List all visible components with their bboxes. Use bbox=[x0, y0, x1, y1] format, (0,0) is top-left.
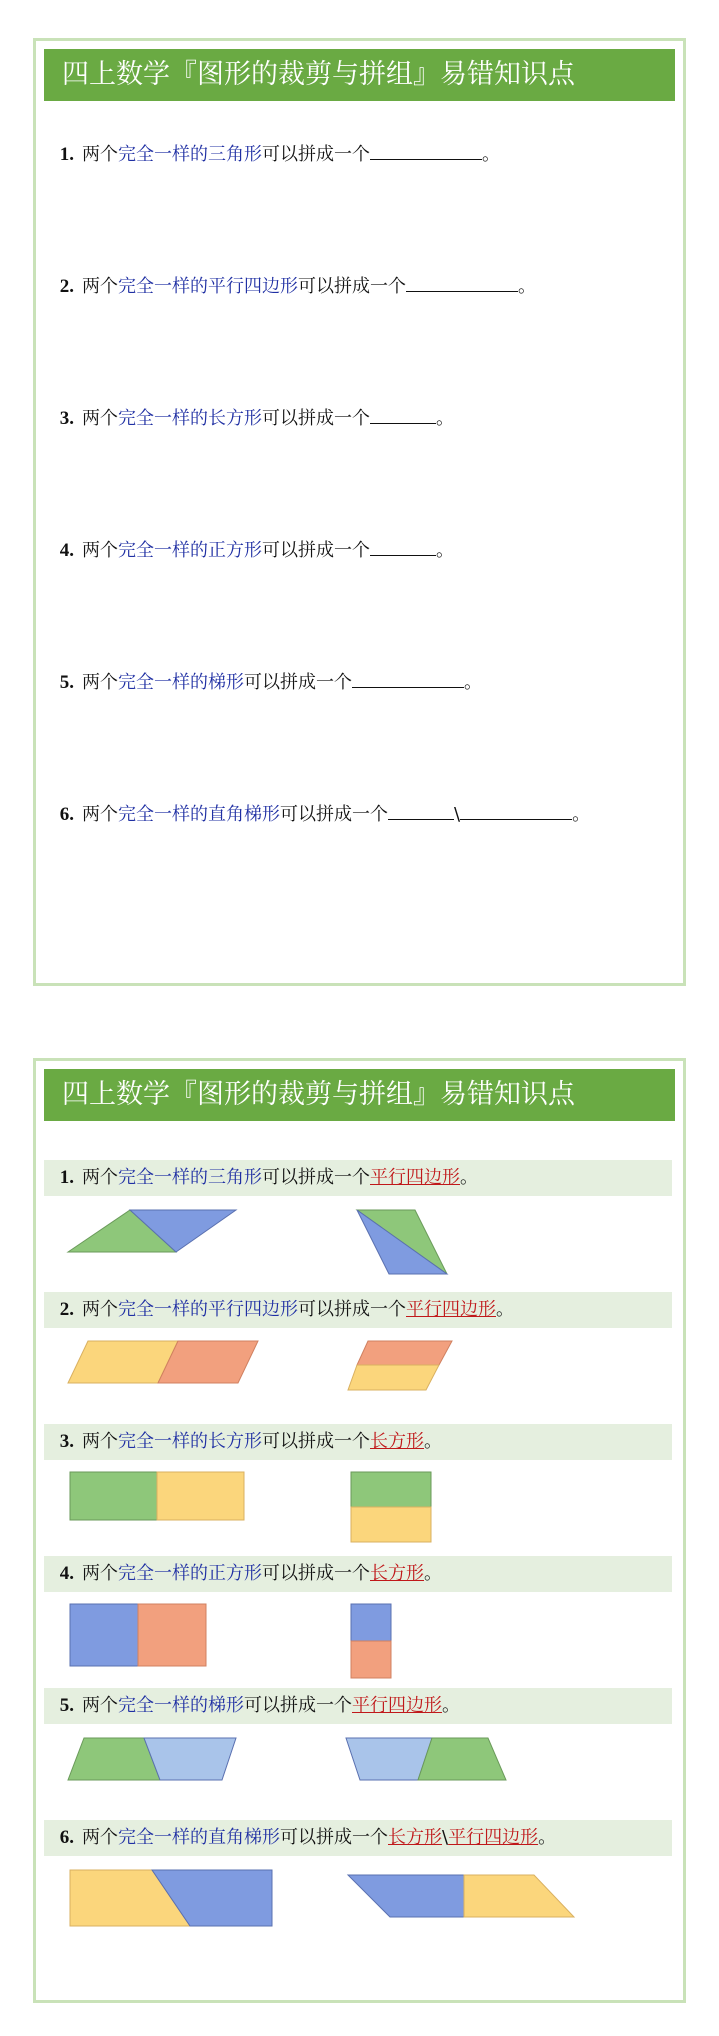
question-6: 6. 两个完全一样的直角梯形可以拼成一个 \ 。 bbox=[44, 797, 672, 833]
question-3: 3. 两个完全一样的长方形可以拼成一个 。 bbox=[44, 401, 672, 437]
answer-row-4: 4. 两个完全一样的正方形可以拼成一个长方形。 bbox=[44, 1556, 672, 1592]
answer-row-3: 3. 两个完全一样的长方形可以拼成一个长方形。 bbox=[44, 1424, 672, 1460]
answer-blank[interactable] bbox=[352, 669, 464, 688]
right-trapezoids-figure-b bbox=[346, 1871, 582, 1923]
trapezoids-figure-a bbox=[66, 1734, 238, 1784]
answer-blank[interactable] bbox=[370, 537, 436, 556]
rectangles-figure-a bbox=[68, 1470, 246, 1522]
question-1: 1. 两个完全一样的三角形可以拼成一个 。 bbox=[44, 137, 672, 173]
answer-blank[interactable] bbox=[460, 801, 572, 820]
rectangles-figure-b bbox=[349, 1470, 433, 1544]
answer-row-5: 5. 两个完全一样的梯形可以拼成一个平行四边形。 bbox=[44, 1688, 672, 1724]
squares-figure-b bbox=[349, 1602, 393, 1680]
answer-card bbox=[33, 1058, 686, 2003]
answer-text: 长方形 bbox=[388, 1827, 442, 1848]
answer-text: 平行四边形 bbox=[448, 1827, 539, 1848]
exercise-card bbox=[33, 38, 686, 986]
question-5: 5. 两个完全一样的梯形可以拼成一个 。 bbox=[44, 665, 672, 701]
answer-text: 长方形 bbox=[370, 1431, 424, 1452]
question-2: 2. 两个完全一样的平行四边形可以拼成一个 。 bbox=[44, 269, 672, 305]
answer-text: 长方形 bbox=[370, 1563, 424, 1584]
answer-blank[interactable] bbox=[406, 273, 518, 292]
question-4: 4. 两个完全一样的正方形可以拼成一个 。 bbox=[44, 533, 672, 569]
card-title: 四上数学『图形的裁剪与拼组』易错知识点 bbox=[44, 1069, 675, 1121]
parallelograms-figure-b bbox=[346, 1337, 456, 1395]
squares-figure-a bbox=[68, 1602, 210, 1668]
answer-blank[interactable] bbox=[388, 801, 454, 820]
answer-text: 平行四边形 bbox=[370, 1167, 460, 1188]
answer-text: 平行四边形 bbox=[406, 1299, 496, 1320]
answer-blank[interactable] bbox=[370, 405, 436, 424]
answer-text: 平行四边形 bbox=[352, 1695, 442, 1716]
card-title: 四上数学『图形的裁剪与拼组』易错知识点 bbox=[44, 49, 675, 101]
answer-row-6: 6. 两个完全一样的直角梯形可以拼成一个长方形\平行四边形。 bbox=[44, 1820, 672, 1856]
answer-row-1: 1. 两个完全一样的三角形可以拼成一个平行四边形。 bbox=[44, 1160, 672, 1196]
parallelograms-figure-a bbox=[66, 1337, 262, 1387]
answer-blank[interactable] bbox=[370, 141, 482, 160]
trapezoids-figure-b bbox=[344, 1734, 510, 1784]
triangles-parallelogram-figure-a bbox=[66, 1206, 246, 1256]
answer-row-2: 2. 两个完全一样的平行四边形可以拼成一个平行四边形。 bbox=[44, 1292, 672, 1328]
triangles-parallelogram-figure-b bbox=[353, 1206, 453, 1278]
right-trapezoids-figure-a bbox=[68, 1866, 274, 1930]
